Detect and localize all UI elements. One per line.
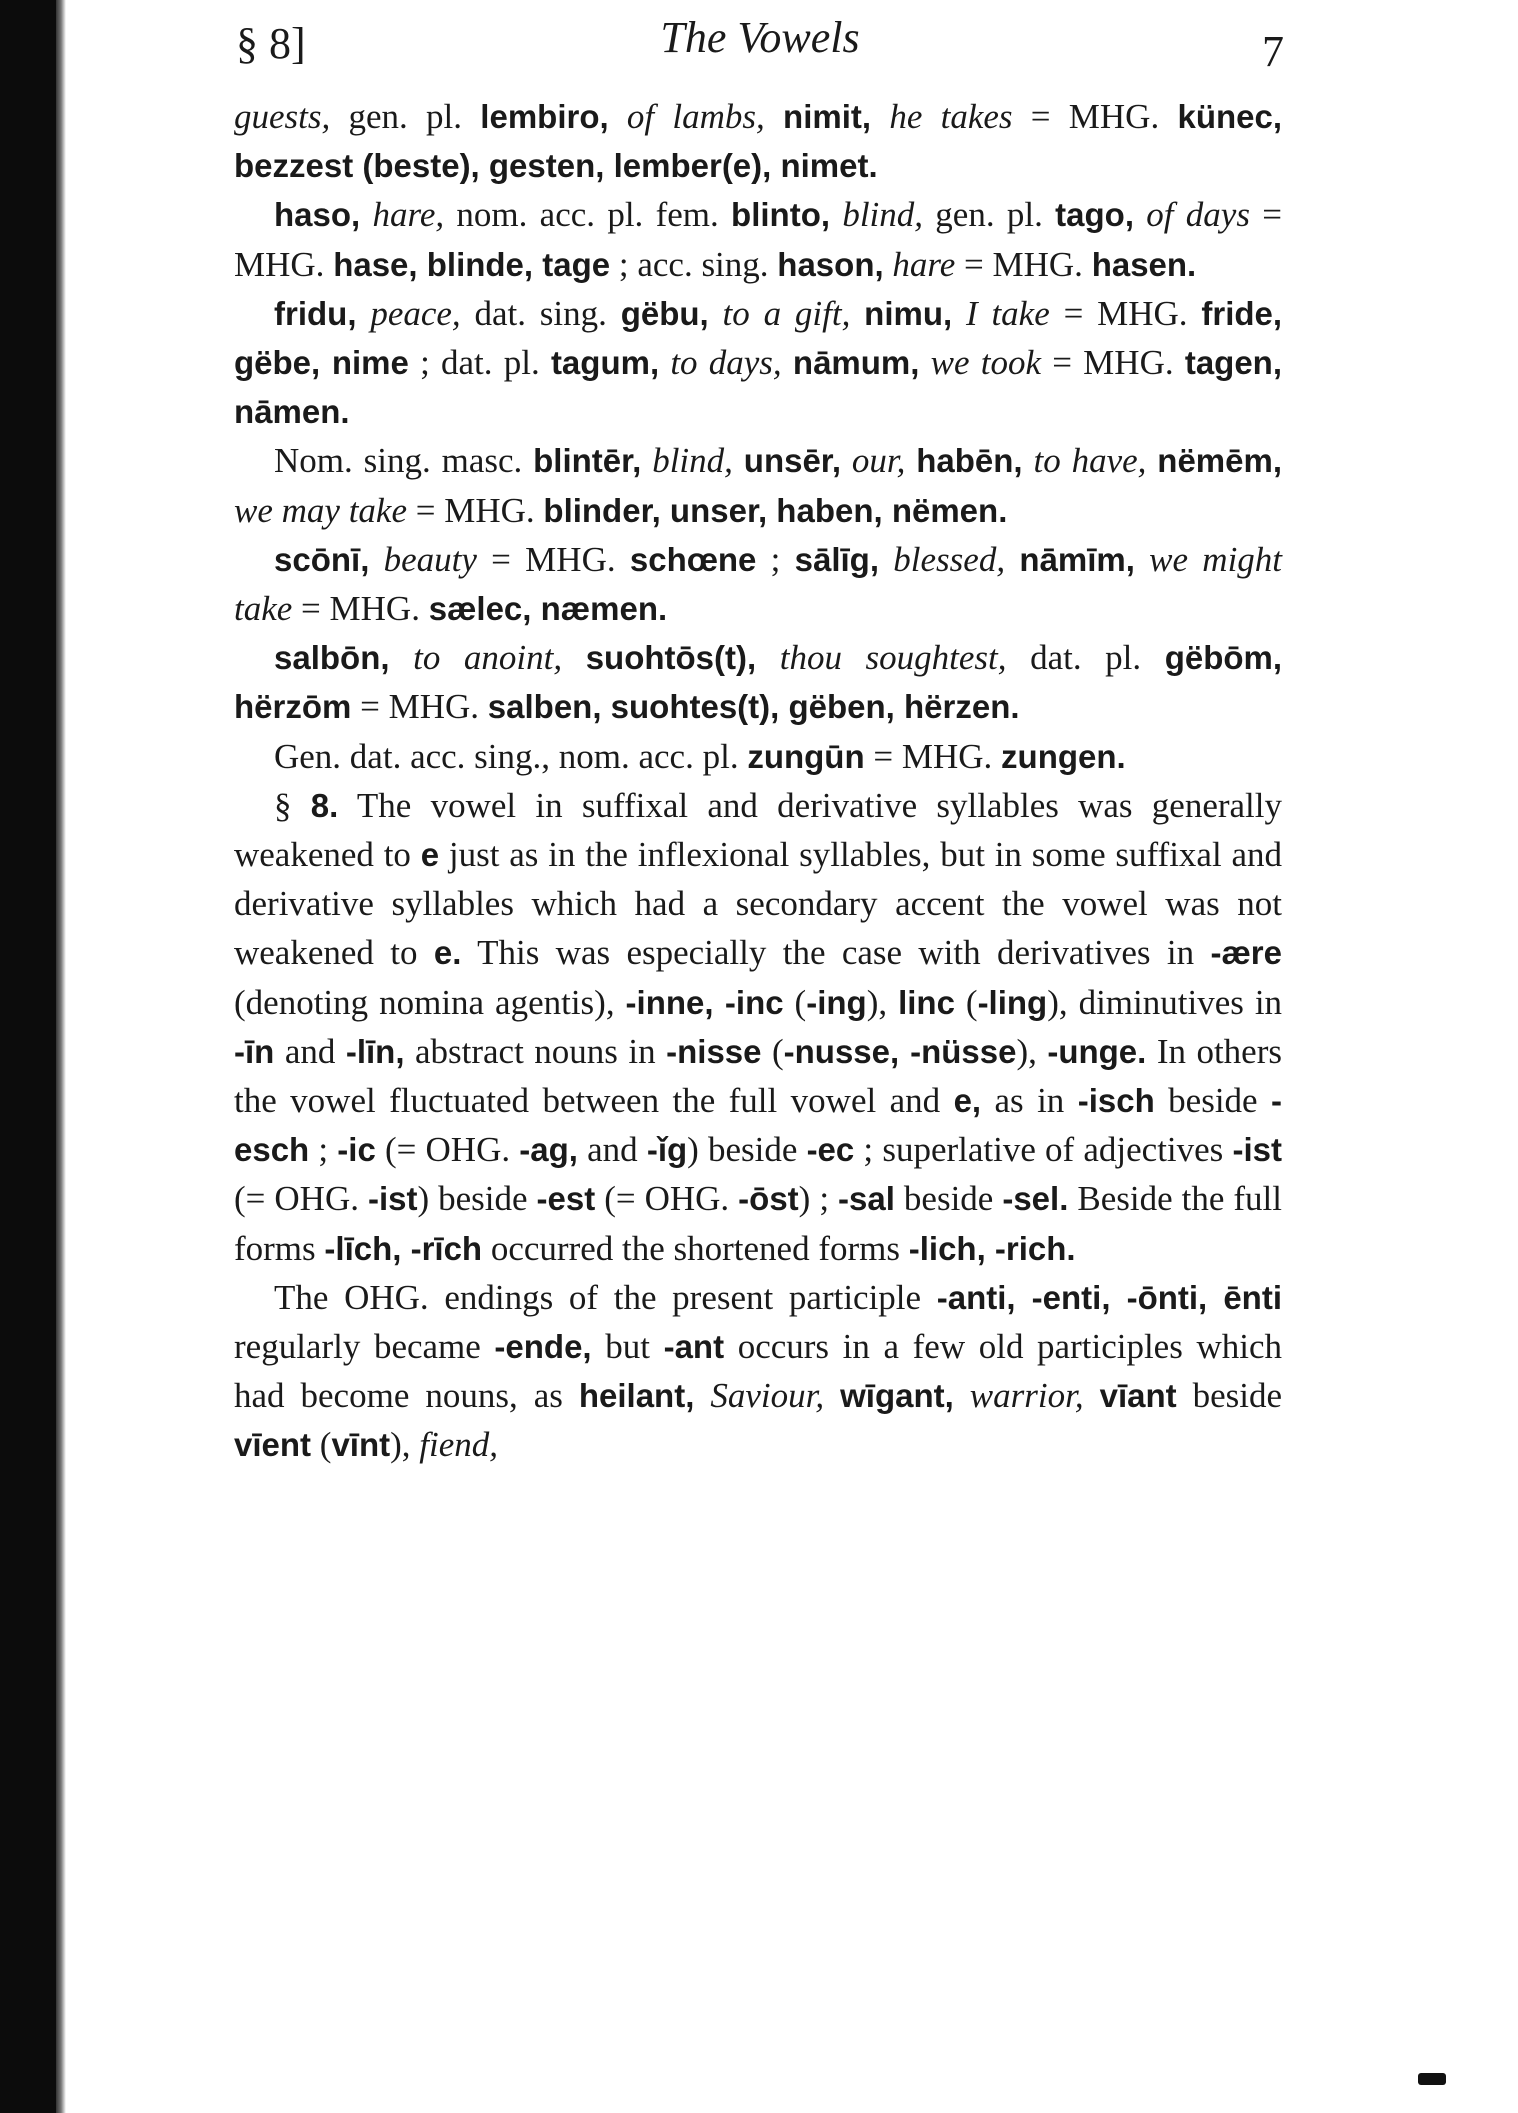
- bold-term: e: [420, 836, 440, 874]
- bold-term: fridu,: [274, 294, 357, 332]
- text-run: ),: [390, 1425, 420, 1465]
- paragraph: [234, 1273, 1282, 1470]
- italic-gloss: blind,: [842, 195, 924, 235]
- text-run: ),: [866, 982, 899, 1022]
- text-run: [765, 97, 783, 136]
- paragraph: [234, 535, 1282, 633]
- bold-term: gëbōm, hërzōm: [234, 639, 1283, 726]
- text-run: [830, 195, 842, 234]
- bold-term: -īn: [234, 1032, 275, 1070]
- bold-term: -esch: [234, 1082, 1282, 1169]
- text-run: beside: [894, 1179, 1003, 1219]
- italic-gloss: thou soughtest,: [779, 638, 1007, 678]
- paragraph: [234, 633, 1282, 731]
- text-run: ) beside: [417, 1179, 537, 1219]
- text-run: This was especially the case with derivatives in: [461, 933, 1211, 973]
- text-run: = MHG.: [476, 539, 630, 579]
- bold-term: -nusse, -nüsse: [783, 1032, 1017, 1070]
- text-run: The OHG. endings of the present participle: [274, 1277, 937, 1317]
- bold-term: vīant: [1099, 1377, 1177, 1415]
- italic-gloss: to days,: [670, 343, 782, 383]
- bold-term: haso,: [274, 196, 361, 234]
- bold-term: wīgant,: [840, 1377, 954, 1415]
- text-run: (= OHG.: [234, 1179, 368, 1219]
- scan-mark: [1418, 2073, 1446, 2085]
- text-run: [360, 195, 372, 234]
- italic-gloss: our,: [851, 441, 906, 481]
- text-run: [879, 540, 893, 579]
- bold-term: unsēr,: [743, 442, 841, 480]
- text-run: ; superlative of adjectives: [854, 1130, 1233, 1170]
- bold-term: salbōn,: [274, 639, 390, 677]
- bold-term: -ende,: [494, 1328, 592, 1366]
- text-run: = MHG.: [292, 589, 429, 629]
- text-run: gen. pl.: [923, 195, 1056, 235]
- bold-term: nāmīm,: [1019, 540, 1135, 578]
- text-run: [562, 638, 586, 677]
- bold-term: nāmum,: [792, 344, 920, 382]
- italic-gloss: Saviour,: [710, 1376, 825, 1416]
- text-run: ), diminutives in: [1047, 982, 1283, 1022]
- italic-gloss: of lambs,: [626, 97, 765, 136]
- paragraph: [234, 289, 1282, 437]
- bold-term: -est: [536, 1180, 596, 1218]
- text-run: = MHG.: [1041, 343, 1185, 383]
- text-run: [356, 294, 370, 333]
- text-run: [1134, 195, 1146, 234]
- paragraph: [234, 436, 1282, 534]
- text-run: The vowel in suffixal and derivative syllables was generally weakened to: [234, 785, 1282, 875]
- text-run: ;: [309, 1130, 338, 1170]
- italic-gloss: to have,: [1033, 441, 1147, 481]
- text-run: and: [577, 1130, 647, 1170]
- italic-gloss: hare,: [372, 195, 445, 235]
- bold-term: hase, blinde, tage: [333, 245, 611, 283]
- italic-gloss: warrior,: [969, 1376, 1084, 1416]
- bold-term: tagen, nāmen.: [234, 344, 1283, 431]
- bold-term: blintēr,: [533, 442, 642, 480]
- italic-gloss: of days: [1146, 195, 1250, 235]
- text-run: [756, 638, 780, 677]
- text-run: = MHG.: [234, 195, 1283, 284]
- text-run: In others the vowel fluctuated between the full vowel and: [234, 1031, 1282, 1121]
- text-run: = MHG.: [1012, 97, 1178, 136]
- bold-term: -ag,: [519, 1131, 578, 1169]
- bold-term: blinder, unser, haben, nëmen.: [543, 491, 1008, 529]
- text-run: (: [761, 1031, 784, 1071]
- italic-gloss: guests,: [234, 97, 331, 136]
- text-run: = MHG.: [351, 687, 488, 727]
- text-run: [841, 441, 852, 480]
- text-run: §: [274, 785, 311, 825]
- bold-term: vīent: [234, 1426, 312, 1464]
- bold-term: -līch, -rīch: [324, 1229, 483, 1267]
- bold-term: -isch: [1077, 1082, 1155, 1120]
- text-run: occurred the shortened forms: [482, 1228, 909, 1268]
- bold-term: -ling: [977, 983, 1048, 1021]
- bold-term: -ære: [1210, 934, 1282, 972]
- text-run: (: [954, 982, 978, 1022]
- bold-term: vīnt: [331, 1426, 391, 1464]
- bold-term: gëbu,: [620, 294, 709, 332]
- text-run: [952, 294, 966, 333]
- text-run: dat. pl.: [1006, 638, 1165, 678]
- text-run: = MHG.: [955, 244, 1092, 284]
- bold-term: blinto,: [731, 196, 831, 234]
- text-run: [659, 343, 670, 382]
- bold-term: -unge.: [1047, 1032, 1147, 1070]
- text-run: = MHG.: [864, 736, 1002, 776]
- bold-term: -sel.: [1002, 1180, 1069, 1218]
- bold-term: -ōst: [738, 1180, 799, 1218]
- text-run: ),: [1016, 1031, 1048, 1071]
- text-run: [905, 441, 916, 480]
- bold-term: -ist: [367, 1180, 418, 1218]
- page-number: 7: [1262, 27, 1284, 76]
- bold-term: hason,: [777, 245, 884, 283]
- text-run: as in: [981, 1081, 1078, 1121]
- bold-term: -sal: [838, 1180, 895, 1218]
- text-run: ) beside: [687, 1130, 807, 1170]
- text-run: but: [591, 1327, 664, 1367]
- bold-term: zungūn: [747, 737, 865, 775]
- bold-term: 8.: [310, 786, 339, 824]
- text-run: [1135, 540, 1149, 579]
- bold-term: künec, bezzest (beste), gesten, lember(e), nimet.: [234, 98, 1283, 185]
- bold-term: habēn,: [916, 442, 1023, 480]
- bold-term: -nisse: [666, 1032, 762, 1070]
- text-run: and: [274, 1031, 346, 1071]
- text-run: (= OHG.: [375, 1130, 520, 1170]
- bold-term: nimit,: [783, 98, 872, 135]
- text-run: occurs in a few old participles which had become nouns, as: [234, 1327, 1282, 1416]
- section-mark: § 8]: [236, 19, 306, 68]
- italic-gloss: I take: [965, 293, 1050, 333]
- body-text: [234, 92, 1282, 1470]
- bold-term: fride, gëbe, nime: [234, 294, 1283, 382]
- italic-gloss: peace,: [370, 293, 461, 333]
- paragraph: [234, 781, 1282, 1273]
- bold-term: hasen.: [1091, 245, 1197, 283]
- text-run: ) ;: [798, 1179, 839, 1219]
- bold-term: suohtōs(t),: [585, 639, 757, 677]
- text-run: [824, 1376, 840, 1415]
- italic-gloss: blessed,: [893, 539, 1006, 579]
- paragraph: [234, 190, 1282, 288]
- text-run: [609, 97, 627, 136]
- text-run: just as in the inflexional syllables, but in some suffixal and derivative syllables which had a secondary accent the vowel was not weakened to: [234, 835, 1282, 973]
- italic-gloss: to a gift,: [722, 293, 851, 333]
- text-run: abstract nouns in: [404, 1031, 667, 1071]
- italic-gloss: beauty: [383, 539, 477, 579]
- italic-gloss: we might take: [234, 539, 1283, 629]
- bold-term: -līn,: [345, 1032, 405, 1070]
- bold-term: schœne: [629, 540, 757, 578]
- text-run: (denoting nomina agentis),: [234, 982, 626, 1022]
- paragraph: [234, 92, 1282, 190]
- bold-term: tago,: [1055, 196, 1134, 234]
- bold-term: salben, suohtes(t), gëben, hërzen.: [487, 688, 1020, 726]
- bold-term: tagum,: [550, 344, 660, 382]
- text-run: beside: [1154, 1081, 1271, 1121]
- italic-gloss: blind,: [652, 441, 733, 481]
- text-run: regularly became: [234, 1327, 495, 1367]
- bold-term: sælec, næmen.: [428, 590, 668, 628]
- bold-term: zungen.: [1001, 737, 1126, 775]
- bold-term: e,: [953, 1082, 982, 1120]
- text-run: [782, 343, 793, 382]
- text-run: ; dat. pl.: [408, 343, 551, 383]
- text-run: gen. pl.: [330, 97, 481, 136]
- italic-gloss: we may take: [234, 490, 407, 530]
- text-run: [871, 97, 889, 136]
- bold-term: -anti, -enti, -ōnti, ēnti: [936, 1278, 1282, 1316]
- italic-gloss: to anoint,: [413, 638, 563, 678]
- bold-term: e.: [433, 934, 462, 972]
- italic-gloss: hare: [892, 244, 956, 284]
- text-run: dat. sing.: [460, 293, 621, 333]
- running-head: [236, 12, 1284, 76]
- bold-term: linc: [898, 983, 955, 1021]
- bold-term: nëmēm,: [1157, 442, 1282, 480]
- text-run: (= OHG.: [595, 1179, 739, 1219]
- bold-term: sālīg,: [794, 540, 880, 578]
- text-run: [641, 441, 652, 480]
- bold-term: heilant,: [578, 1377, 695, 1415]
- text-run: [1084, 1376, 1100, 1415]
- text-run: [694, 1376, 710, 1415]
- text-run: = MHG.: [1049, 293, 1202, 333]
- text-run: = MHG.: [406, 490, 544, 530]
- text-run: [390, 638, 414, 677]
- text-run: [1005, 540, 1019, 579]
- bold-term: scōnī,: [274, 540, 370, 578]
- text-run: beside: [1176, 1376, 1283, 1416]
- italic-gloss: he takes: [889, 97, 1013, 136]
- bold-term: -ist: [1232, 1131, 1282, 1169]
- text-run: Beside the full forms: [234, 1179, 1282, 1268]
- text-run: [850, 294, 864, 333]
- text-run: nom. acc. pl. fem.: [444, 195, 732, 235]
- bold-term: -ic: [337, 1131, 376, 1169]
- bold-term: -ant: [663, 1328, 725, 1366]
- bold-term: lembiro,: [480, 98, 609, 135]
- text-run: (: [783, 982, 807, 1022]
- bold-term: -inne, -inc: [625, 983, 784, 1021]
- text-run: ; acc. sing.: [610, 244, 778, 284]
- text-run: [1023, 441, 1034, 480]
- italic-gloss: we took: [930, 343, 1042, 383]
- text-run: [709, 294, 723, 333]
- text-run: Nom. sing. masc.: [274, 441, 534, 481]
- text-run: [733, 441, 744, 480]
- text-run: Gen. dat. acc. sing., nom. acc. pl.: [274, 736, 748, 776]
- text-run: [369, 540, 383, 579]
- text-run: (: [311, 1425, 332, 1465]
- text-run: [919, 343, 930, 382]
- page-title: The Vowels: [660, 13, 860, 62]
- bold-term: -ec: [806, 1131, 855, 1169]
- bold-term: -lich, -rich.: [908, 1229, 1076, 1267]
- italic-gloss: fiend,: [419, 1425, 498, 1465]
- bold-term: -ǐg: [646, 1131, 688, 1169]
- paragraph: [234, 732, 1282, 781]
- text-run: ;: [756, 539, 795, 579]
- text-run: [954, 1376, 970, 1415]
- bold-term: nimu,: [864, 294, 953, 332]
- bold-term: -ing: [806, 983, 867, 1021]
- book-binding-edge: [0, 0, 58, 2113]
- text-run: [1146, 441, 1157, 480]
